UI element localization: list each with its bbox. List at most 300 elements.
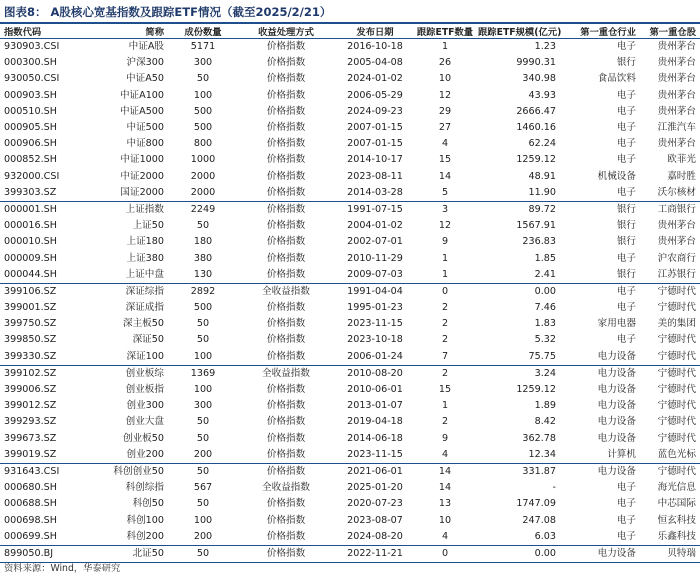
- cell-etf-count: 27: [438, 122, 452, 134]
- cell-short-name: 科创100: [126, 514, 164, 526]
- cell-top-stock: 沃尔核材: [638, 185, 700, 202]
- cell-index-code: 399330.SZ: [0, 349, 78, 366]
- cell-constituents: 300: [193, 400, 213, 412]
- cell-release-date: 2023-11-15: [336, 447, 414, 464]
- table-row: [0, 512, 700, 528]
- cell-release-date: 2023-10-18: [347, 334, 403, 346]
- cell-constituents: 100: [193, 514, 213, 526]
- cell-short-name: 中证A500: [119, 105, 164, 117]
- cell-release-date: 2022-11-21: [336, 545, 414, 562]
- cell-etf-count: 9: [441, 236, 449, 248]
- cell-etf-scale: 362.78: [522, 432, 556, 444]
- cell-etf-scale: -: [552, 482, 556, 494]
- cell-return-method: 价格指数: [266, 220, 306, 232]
- cell-etf-scale: 7.46: [534, 302, 556, 314]
- cell-etf-count: 1: [414, 267, 476, 284]
- table-row: [0, 414, 700, 430]
- cell-short-name: 国证2000: [78, 185, 170, 202]
- table-row: [0, 169, 700, 185]
- table-row: [0, 447, 700, 464]
- cell-return-method: 价格指数: [266, 302, 306, 314]
- cell-return-method: 价格指数: [236, 349, 336, 366]
- cell-top-stock: 中芯国际: [657, 498, 696, 510]
- cell-release-date: 2010-08-20: [347, 367, 403, 379]
- cell-index-code: 399012.SZ: [4, 400, 57, 412]
- cell-top-industry: 电子: [616, 334, 636, 346]
- cell-top-stock: 江苏银行: [638, 267, 700, 284]
- cell-short-name: 科创综指: [125, 482, 164, 494]
- cell-release-date: 2024-01-02: [347, 73, 403, 85]
- table-row: [0, 185, 700, 202]
- cell-top-stock: 海光信息: [657, 482, 696, 494]
- table-row: [0, 267, 700, 284]
- cell-release-date: 2016-10-18: [347, 41, 403, 53]
- cell-short-name: 创业大盘: [125, 416, 164, 428]
- cell-etf-count: 14: [438, 170, 452, 182]
- cell-etf-count: 2: [441, 367, 449, 379]
- cell-etf-count: 15: [438, 384, 452, 396]
- cell-etf-count: 1: [441, 252, 449, 264]
- cell-short-name: 中证500: [126, 122, 164, 134]
- cell-return-method: 价格指数: [266, 122, 306, 134]
- cell-etf-count: 1: [441, 41, 449, 53]
- cell-top-stock: 贵州茅台: [657, 73, 696, 85]
- cell-etf-count: 2: [441, 416, 449, 428]
- cell-etf-count: 10: [438, 73, 452, 85]
- cell-top-industry: 家用电器: [597, 318, 636, 330]
- cell-constituents: 2000: [170, 185, 236, 202]
- cell-etf-scale: 9990.31: [516, 57, 556, 69]
- cell-top-industry: 电子: [616, 482, 636, 494]
- cell-return-method: 价格指数: [236, 267, 336, 284]
- cell-short-name: 上证180: [126, 236, 164, 248]
- cell-top-stock: 宁德时代: [657, 465, 696, 477]
- cell-index-code: 000001.SH: [4, 203, 57, 215]
- cell-top-stock: 嘉时胜: [667, 170, 696, 182]
- cell-etf-count: 13: [438, 498, 452, 510]
- cell-constituents: 50: [196, 465, 210, 477]
- cell-top-industry: 计算机: [568, 447, 638, 464]
- cell-return-method: 价格指数: [266, 334, 306, 346]
- table-row: [0, 250, 700, 266]
- table-row: [0, 332, 700, 348]
- header-return-method: 收益处理方式: [236, 24, 336, 39]
- cell-etf-scale: 89.72: [528, 203, 556, 215]
- cell-top-industry: 电力设备: [568, 349, 638, 366]
- cell-top-industry: 电力设备: [568, 545, 638, 562]
- cell-short-name: 深证综指: [125, 285, 164, 297]
- cell-top-stock: 贵州茅台: [657, 89, 696, 101]
- cell-release-date: 2004-01-02: [347, 220, 403, 232]
- table-row: [0, 349, 700, 366]
- cell-top-stock: 宁德时代: [657, 302, 696, 314]
- cell-release-date: 2010-06-01: [347, 384, 403, 396]
- cell-release-date: 2024-08-20: [336, 529, 414, 546]
- cell-return-method: 价格指数: [266, 105, 306, 117]
- cell-short-name: 中证A100: [119, 89, 164, 101]
- cell-index-code: 399001.SZ: [4, 302, 57, 314]
- table-row: [0, 283, 700, 300]
- table-row: [0, 463, 700, 480]
- cell-etf-count: 2: [441, 318, 449, 330]
- cell-etf-count: 14: [438, 465, 452, 477]
- cell-release-date: 2014-06-18: [347, 432, 403, 444]
- cell-release-date: 2024-09-23: [347, 105, 403, 117]
- cell-release-date: 1991-04-04: [347, 285, 403, 297]
- cell-etf-scale: 1.85: [534, 252, 556, 264]
- cell-index-code: 899050.BJ: [0, 545, 78, 562]
- cell-etf-count: 0: [441, 285, 449, 297]
- source-note: 资料来源：Wind，华泰研究: [4, 563, 121, 574]
- cell-short-name: 创业板综: [125, 367, 164, 379]
- cell-release-date: 2002-07-01: [347, 236, 403, 248]
- cell-return-method: 全收益指数: [262, 482, 310, 494]
- cell-top-industry: 银行: [568, 267, 638, 284]
- cell-index-code: 399303.SZ: [0, 185, 78, 202]
- cell-index-code: 000903.SH: [4, 89, 57, 101]
- cell-top-stock: 宁德时代: [657, 384, 696, 396]
- cell-etf-scale: 2666.47: [516, 105, 556, 117]
- cell-release-date: 2006-05-29: [347, 89, 403, 101]
- cell-index-code: 000699.SH: [0, 529, 78, 546]
- cell-constituents: 567: [193, 482, 213, 494]
- cell-etf-scale: 1460.16: [516, 122, 556, 134]
- cell-release-date: 2023-11-15: [347, 318, 403, 330]
- cell-etf-count: 4: [414, 447, 476, 464]
- cell-constituents: 50: [196, 498, 210, 510]
- cell-index-code: 000016.SH: [4, 220, 57, 232]
- cell-index-code: 000300.SH: [4, 57, 57, 69]
- cell-return-method: 价格指数: [236, 545, 336, 562]
- cell-etf-scale: 1747.09: [516, 498, 556, 510]
- table-row: [0, 55, 700, 71]
- cell-index-code: 399019.SZ: [0, 447, 78, 464]
- cell-constituents: 200: [170, 529, 236, 546]
- cell-constituents: 2249: [190, 203, 216, 215]
- cell-constituents: 1000: [190, 154, 216, 166]
- cell-etf-scale: 1.83: [534, 318, 556, 330]
- table-row: [0, 382, 700, 398]
- cell-etf-scale: 75.75: [476, 349, 568, 366]
- cell-index-code: 399673.SZ: [4, 432, 57, 444]
- cell-top-industry: 电力设备: [597, 384, 636, 396]
- cell-index-code: 399293.SZ: [4, 416, 57, 428]
- cell-top-industry: 电子: [616, 514, 636, 526]
- cell-short-name: 深证成指: [125, 302, 164, 314]
- cell-index-code: 399102.SZ: [4, 367, 57, 379]
- cell-return-method: 全收益指数: [262, 367, 310, 379]
- cell-top-stock: 宁德时代: [638, 349, 700, 366]
- cell-top-stock: 江淮汽车: [657, 122, 696, 134]
- cell-return-method: 价格指数: [266, 73, 306, 85]
- cell-release-date: 2009-07-03: [336, 267, 414, 284]
- cell-top-stock: 美的集团: [657, 318, 696, 330]
- cell-release-date: 2010-11-29: [347, 252, 403, 264]
- header-etf-count: 跟踪ETF数量: [414, 24, 476, 39]
- cell-constituents: 50: [196, 416, 210, 428]
- cell-top-industry: 电子: [568, 529, 638, 546]
- cell-return-method: 价格指数: [266, 236, 306, 248]
- table-row: [0, 201, 700, 218]
- cell-index-code: 000852.SH: [4, 154, 57, 166]
- cell-release-date: 2025-01-20: [347, 482, 403, 494]
- cell-top-industry: 电子: [616, 302, 636, 314]
- cell-etf-count: 4: [441, 138, 449, 150]
- cell-short-name: 科创50: [132, 498, 164, 510]
- cell-constituents: 5171: [190, 41, 216, 53]
- cell-etf-count: 2: [441, 334, 449, 346]
- cell-short-name: 深主板50: [123, 318, 164, 330]
- table-row: [0, 104, 700, 120]
- cell-constituents: 100: [170, 349, 236, 366]
- cell-return-method: 价格指数: [236, 185, 336, 202]
- cell-constituents: 50: [196, 220, 210, 232]
- cell-top-industry: 电子: [616, 154, 636, 166]
- cell-etf-count: 2: [441, 302, 449, 314]
- table-row: [0, 316, 700, 332]
- cell-short-name: 创业板50: [123, 432, 164, 444]
- cell-index-code: 399750.SZ: [4, 318, 57, 330]
- cell-etf-count: 9: [441, 432, 449, 444]
- cell-etf-scale: 43.93: [528, 89, 556, 101]
- cell-top-stock: 贵州茅台: [657, 41, 696, 53]
- table-row: [0, 120, 700, 136]
- cell-top-stock: 贝特瑞: [638, 545, 700, 562]
- cell-etf-count: 0: [414, 545, 476, 562]
- cell-short-name: 中证2000: [120, 170, 164, 182]
- cell-constituents: 50: [196, 73, 210, 85]
- cell-release-date: 2023-08-07: [347, 514, 403, 526]
- cell-top-industry: 电子: [616, 89, 636, 101]
- table-row: [0, 152, 700, 168]
- cell-top-stock: 宁德时代: [657, 400, 696, 412]
- cell-short-name: 上证中盘: [78, 267, 170, 284]
- cell-etf-scale: 8.42: [534, 416, 556, 428]
- cell-top-industry: 电子: [616, 285, 636, 297]
- cell-etf-scale: 12.34: [476, 447, 568, 464]
- cell-constituents: 50: [196, 334, 210, 346]
- cell-top-industry: 电子: [616, 105, 636, 117]
- figure-title: 图表8： A股核心宽基指数及跟踪ETF情况（截至2025/2/21）: [4, 5, 332, 19]
- cell-return-method: 价格指数: [266, 514, 306, 526]
- table-row: [0, 39, 700, 56]
- cell-etf-scale: 0.00: [476, 545, 568, 562]
- cell-release-date: 2005-04-08: [347, 57, 403, 69]
- header-row: [0, 24, 700, 39]
- cell-release-date: 2007-01-15: [347, 138, 403, 150]
- cell-release-date: 2023-08-11: [347, 170, 403, 182]
- table-row: [0, 480, 700, 496]
- cell-etf-scale: 1.89: [534, 400, 556, 412]
- cell-etf-count: 26: [438, 57, 452, 69]
- cell-etf-count: 3: [441, 203, 449, 215]
- cell-short-name: 中证800: [126, 138, 164, 150]
- table-row: [0, 300, 700, 316]
- cell-top-industry: 食品饮料: [597, 73, 636, 85]
- cell-etf-count: 15: [438, 154, 452, 166]
- cell-etf-count: 14: [438, 482, 452, 494]
- cell-index-code: 000906.SH: [4, 138, 57, 150]
- cell-etf-scale: 1259.12: [516, 154, 556, 166]
- cell-index-code: 000044.SH: [0, 267, 78, 284]
- cell-index-code: 931643.CSI: [4, 465, 60, 477]
- cell-return-method: 价格指数: [266, 384, 306, 396]
- cell-short-name: 深证100: [78, 349, 170, 366]
- cell-return-method: 价格指数: [266, 432, 306, 444]
- cell-index-code: 932000.CSI: [4, 170, 60, 182]
- cell-return-method: 价格指数: [266, 41, 306, 53]
- cell-top-stock: 蓝色光标: [638, 447, 700, 464]
- cell-short-name: 沪深300: [126, 57, 164, 69]
- cell-constituents: 50: [196, 318, 210, 330]
- cell-index-code: 399006.SZ: [4, 384, 57, 396]
- cell-return-method: 价格指数: [266, 318, 306, 330]
- cell-short-name: 上证380: [126, 252, 164, 264]
- cell-top-industry: 电子: [616, 122, 636, 134]
- table-row: [0, 365, 700, 382]
- cell-return-method: 价格指数: [266, 416, 306, 428]
- header-release-date: 发布日期: [336, 24, 414, 39]
- cell-short-name: 中证1000: [120, 154, 164, 166]
- cell-index-code: 000510.SH: [4, 105, 57, 117]
- cell-top-stock: 宁德时代: [657, 334, 696, 346]
- cell-etf-scale: 247.08: [522, 514, 556, 526]
- header-constituents: 成份数量: [170, 24, 236, 39]
- cell-index-code: 000698.SH: [4, 514, 57, 526]
- cell-top-stock: 宁德时代: [657, 432, 696, 444]
- cell-short-name: 创业200: [78, 447, 170, 464]
- cell-short-name: 深证50: [132, 334, 164, 346]
- cell-top-industry: 银行: [616, 220, 636, 232]
- cell-top-industry: 机械设备: [597, 170, 636, 182]
- cell-return-method: 价格指数: [266, 170, 306, 182]
- cell-release-date: 2006-01-24: [336, 349, 414, 366]
- cell-constituents: 50: [170, 545, 236, 562]
- cell-index-code: 930903.CSI: [4, 41, 60, 53]
- cell-constituents: 2000: [190, 170, 216, 182]
- cell-constituents: 500: [193, 302, 213, 314]
- cell-index-code: 000680.SH: [4, 482, 57, 494]
- cell-top-stock: 工商银行: [657, 203, 696, 215]
- cell-constituents: 200: [170, 447, 236, 464]
- cell-etf-scale: 11.90: [476, 185, 568, 202]
- cell-top-industry: 电力设备: [597, 432, 636, 444]
- table-row: [0, 234, 700, 250]
- cell-index-code: 000905.SH: [4, 122, 57, 134]
- cell-top-industry: 电子: [568, 185, 638, 202]
- cell-constituents: 100: [193, 384, 213, 396]
- cell-etf-scale: 5.32: [534, 334, 556, 346]
- cell-release-date: 2021-06-01: [347, 465, 403, 477]
- cell-return-method: 价格指数: [236, 447, 336, 464]
- table-row: [0, 71, 700, 87]
- cell-release-date: 2019-04-18: [347, 416, 403, 428]
- cell-index-code: 399850.SZ: [4, 334, 57, 346]
- cell-etf-count: 5: [414, 185, 476, 202]
- cell-etf-scale: 1.23: [534, 41, 556, 53]
- cell-release-date: 2014-10-17: [347, 154, 403, 166]
- header-top-stock: 第一重仓股: [638, 24, 700, 39]
- cell-top-stock: 乐鑫科技: [638, 529, 700, 546]
- cell-index-code: 000009.SH: [4, 252, 57, 264]
- cell-constituents: 180: [193, 236, 213, 248]
- cell-top-stock: 宁德时代: [657, 416, 696, 428]
- cell-return-method: 价格指数: [266, 498, 306, 510]
- header-index-code: 指数代码: [0, 24, 78, 39]
- cell-top-industry: 电子: [616, 41, 636, 53]
- header-etf-scale: 跟踪ETF规模(亿元): [476, 24, 568, 39]
- cell-top-industry: 银行: [616, 203, 636, 215]
- cell-top-stock: 恒玄科技: [657, 514, 696, 526]
- cell-top-stock: 沪农商行: [657, 252, 696, 264]
- cell-index-code: 399106.SZ: [4, 285, 57, 297]
- header-short-name: 简称: [78, 24, 170, 39]
- cell-top-industry: 银行: [616, 236, 636, 248]
- cell-top-stock: 贵州茅台: [657, 105, 696, 117]
- cell-constituents: 500: [193, 122, 213, 134]
- cell-constituents: 2892: [190, 285, 216, 297]
- cell-top-industry: 电力设备: [597, 367, 636, 379]
- cell-top-industry: 电子: [616, 252, 636, 264]
- cell-index-code: 930050.CSI: [4, 73, 60, 85]
- cell-constituents: 50: [196, 432, 210, 444]
- cell-etf-scale: 3.24: [534, 367, 556, 379]
- cell-top-stock: 欧菲光: [667, 154, 696, 166]
- cell-top-stock: 宁德时代: [657, 367, 696, 379]
- table-row: [0, 529, 700, 546]
- cell-short-name: 科创创业50: [113, 465, 164, 477]
- cell-index-code: 000688.SH: [4, 498, 57, 510]
- cell-top-industry: 电力设备: [597, 465, 636, 477]
- cell-etf-scale: 236.83: [522, 236, 556, 248]
- cell-return-method: 价格指数: [266, 252, 306, 264]
- cell-return-method: 全收益指数: [262, 285, 310, 297]
- cell-etf-count: 10: [438, 514, 452, 526]
- cell-release-date: 2020-07-23: [347, 498, 403, 510]
- index-table: [0, 24, 700, 563]
- cell-constituents: 800: [193, 138, 213, 150]
- cell-etf-count: 12: [438, 220, 452, 232]
- cell-etf-scale: 2.41: [476, 267, 568, 284]
- cell-top-industry: 电力设备: [597, 400, 636, 412]
- cell-return-method: 价格指数: [266, 203, 306, 215]
- cell-etf-count: 29: [438, 105, 452, 117]
- cell-release-date: 2013-01-07: [347, 400, 403, 412]
- cell-etf-count: 4: [414, 529, 476, 546]
- cell-etf-scale: 1259.12: [516, 384, 556, 396]
- cell-top-industry: 银行: [616, 57, 636, 69]
- cell-short-name: 上证50: [132, 220, 164, 232]
- table-row: [0, 88, 700, 104]
- table-row: [0, 431, 700, 447]
- cell-return-method: 价格指数: [266, 89, 306, 101]
- cell-top-stock: 宁德时代: [657, 285, 696, 297]
- cell-return-method: 价格指数: [266, 465, 306, 477]
- cell-top-industry: 电子: [616, 138, 636, 150]
- cell-constituents: 500: [193, 105, 213, 117]
- cell-top-stock: 贵州茅台: [657, 57, 696, 69]
- cell-etf-scale: 1567.91: [516, 220, 556, 232]
- cell-constituents: 100: [193, 89, 213, 101]
- cell-return-method: 价格指数: [266, 400, 306, 412]
- header-top-industry: 第一重仓行业: [568, 24, 638, 39]
- table-row: [0, 136, 700, 152]
- cell-etf-scale: 331.87: [522, 465, 556, 477]
- cell-top-stock: 贵州茅台: [657, 236, 696, 248]
- cell-short-name: 上证指数: [125, 203, 164, 215]
- cell-short-name: 北证50: [78, 545, 170, 562]
- cell-etf-scale: 0.00: [534, 285, 556, 297]
